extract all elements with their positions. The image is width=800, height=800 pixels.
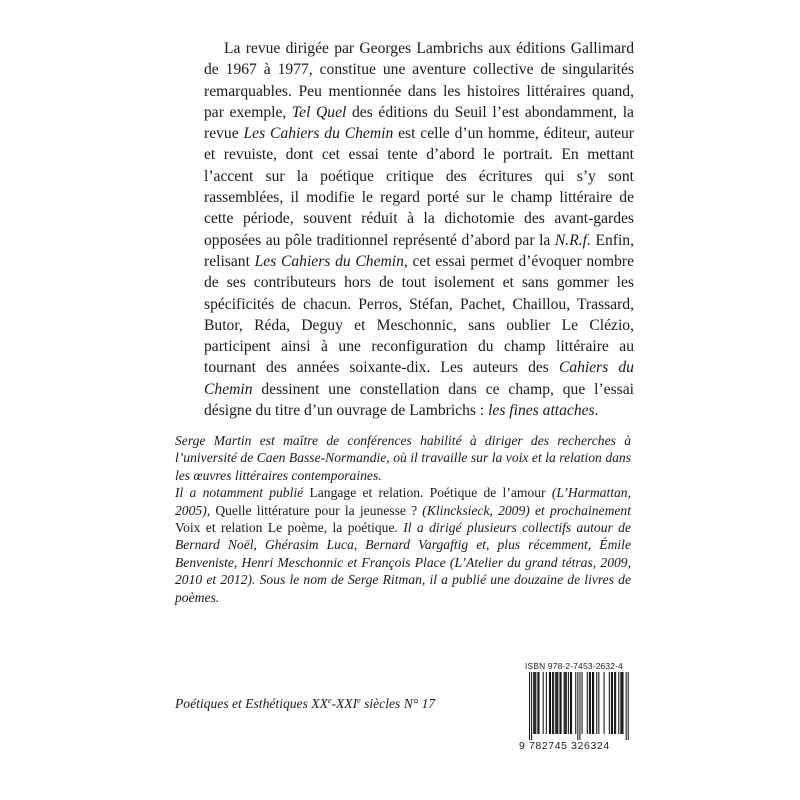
barcode-bar [535, 672, 536, 734]
text-run: est celle d’un homme, éditeur, auteur et revuiste, dont cet essai tente d’abord le portrait. En mettant l’accent sur la poétique critique des écritures qui s’y sont rassemblées, il modifie le regard porté sur le champ littéraire de cette période, souvent réduit à la dichotomie des avant-gardes opposées au pôle traditionnel représenté d’abord par la [204, 125, 634, 249]
barcode-bar [546, 672, 547, 734]
italic-text: (Klincksieck, 2009) et prochainement [417, 502, 632, 518]
isbn-barcode-block [519, 661, 631, 753]
series-title [175, 696, 435, 712]
barcode-digit-first: 9 [519, 740, 526, 752]
barcode-bar [533, 672, 534, 734]
italic-text: . Il a dirigé plusieurs collectifs autour de Bernard Noël, Ghérasim Luca, Bernard Vargaftig et, plus récemment, Émile Benveniste, Henri Meschonnic et François Place (L’Atelier du grand tétras, 2009, 2010 et 2012). Sous le nom de Serge Ritman, il a publié une douzaine de livres de poèmes. [175, 520, 632, 605]
barcode-bar [575, 672, 576, 734]
barcode-bar [609, 672, 610, 734]
barcode-bar [589, 672, 590, 734]
text-run: des éditions du Seuil l’est abondamment, la revue [204, 103, 634, 143]
text-run: dessinent une constellation dans ce champ, que l’essai désigne du titre d’un ouvrage de Lambrichs : [204, 380, 634, 420]
barcode-bar [621, 672, 622, 734]
barcode-bar [549, 672, 550, 734]
author-biography [175, 432, 631, 606]
barcode-bar [555, 672, 556, 734]
barcode-bar [612, 672, 613, 734]
barcode-bar [565, 672, 566, 734]
text-run: , cet essai permet d’évoquer nombre de ses contributeurs hors de tout isolement et sans gommer les spécificités de chacun. Perros, Stéfan, Pachet, Chaillou, Trassard, Butor, Réda, Deguy et Meschonnic, sans oublier Le Clézio, participent ainsi à une reconfiguration du champ littéraire au tournant des années soixante-dix. Les auteurs des [204, 252, 634, 377]
barcode-bar [611, 672, 612, 734]
barcode-bar [582, 672, 583, 734]
series-title-part: Poétiques et Esthétiques XX [175, 696, 328, 711]
barcode-bar [592, 672, 593, 734]
text-run: La revue dirigée par Georges Lambrichs aux éditions Gallimard de 1967 à 1977, constitue une aventure collective de singularités remarquables. Peu mentionnée dans les histoires littéraires quand, par exemple, [204, 40, 634, 121]
barcode-bar [615, 672, 616, 734]
barcode-digits [519, 740, 610, 752]
barcode-bar [534, 672, 535, 734]
italic-text: Les Cahiers du Chemin [243, 125, 394, 143]
italic-text: les fines attaches [488, 402, 595, 420]
barcode-bar [593, 672, 594, 734]
barcode-bar [537, 672, 538, 734]
barcode-bar [590, 672, 591, 734]
barcode-bar [626, 672, 627, 740]
barcode-bar [553, 672, 554, 734]
italic-text: Tel Quel [291, 103, 347, 121]
barcode-bar [571, 672, 572, 734]
text-run: . [594, 402, 599, 420]
barcode-bar [556, 672, 557, 734]
isbn-label: ISBN 978-2-7453-2632-4 [525, 661, 623, 671]
barcode-bar [614, 672, 615, 734]
barcode-bar [579, 672, 580, 740]
italic-text: Les Cahiers du Chemin [254, 252, 404, 270]
barcode-bar [561, 672, 562, 734]
back-cover-summary [204, 38, 634, 421]
barcode-bar [604, 672, 605, 734]
barcode-bar [550, 672, 551, 734]
barcode-bar [564, 672, 565, 734]
barcode-bar [598, 672, 599, 734]
series-superscript: e [327, 696, 332, 705]
italic-text: N.R.f. [554, 231, 591, 249]
barcode-bar [587, 672, 588, 734]
barcode-digits-left: 782745 [528, 740, 568, 752]
barcode-bar [559, 672, 560, 734]
barcode-bar [557, 672, 558, 734]
barcode-bar [552, 672, 553, 734]
text-run: Enfin, relisant [204, 231, 634, 270]
text-run: Langage et relation. Poétique de l’amour [309, 485, 546, 501]
series-title-part: -XXI [331, 696, 358, 711]
series-title-part: siècles N° 17 [360, 696, 436, 711]
text-run: Quelle littérature pour la jeunesse ? [215, 502, 418, 518]
barcode-bar [568, 672, 569, 734]
barcode-bar [566, 672, 567, 734]
barcode-bar [577, 672, 578, 740]
text-run: Voix et relation Le poème, la poétique [175, 520, 395, 536]
bio-paragraph-1: Serge Martin est maître de conférences habilité à diriger des recherches à l’université de Caen Basse-Normandie, où il travaille sur la voix et la relation dans les œuvres littéraires contemporaines. [175, 433, 631, 483]
barcode-bar [628, 672, 629, 740]
barcode-bar [596, 672, 597, 734]
barcode-bar [531, 672, 532, 740]
barcode-bar [570, 672, 571, 734]
barcode-bar [538, 672, 539, 734]
barcode-bar [618, 672, 619, 734]
italic-text: (L’Harmattan, 2005), [175, 485, 631, 518]
barcode-bar [529, 672, 530, 740]
series-superscript: e [357, 696, 361, 705]
italic-text: Il a notamment publié [175, 485, 310, 501]
barcode-bar [620, 672, 621, 734]
italic-text: Cahiers du Chemin [204, 359, 634, 398]
barcode-digits-right: 326324 [571, 740, 610, 752]
barcode-bar [622, 672, 623, 734]
bio-paragraph-2 [175, 484, 631, 606]
barcode-bar [543, 672, 544, 734]
barcode-image [519, 672, 631, 740]
